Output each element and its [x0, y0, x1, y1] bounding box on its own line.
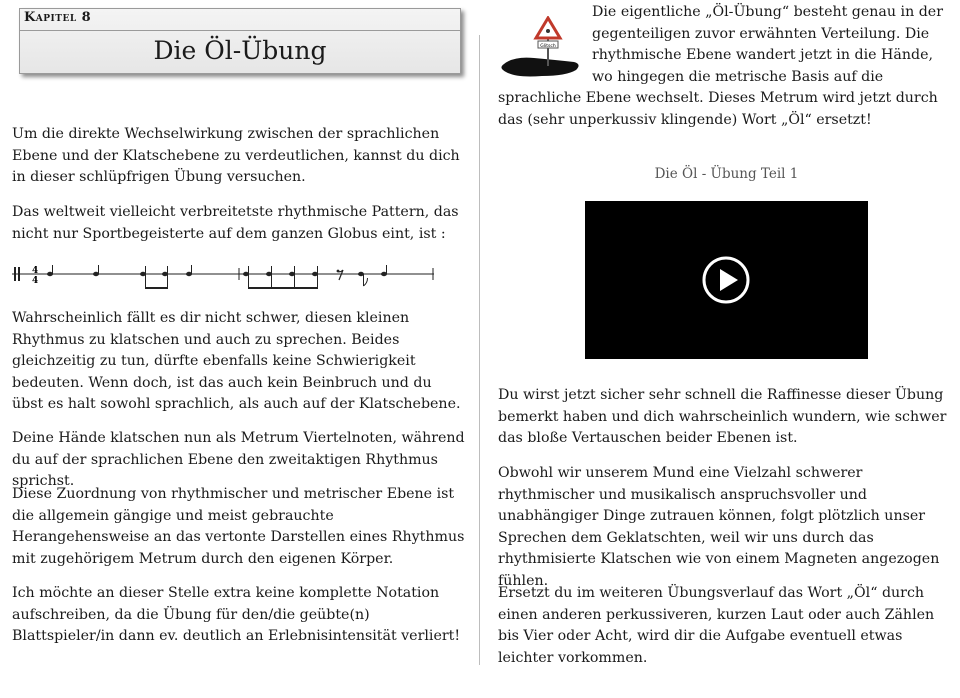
right-intro-text: Die eigentliche „Öl-Übung“ besteht genau in der gegenteiligen zuvor erwähnten Verteilung. Die rhythmische Ebene wandert jetzt in die Hände, wo hingegen die metrische Basis auf die sprachliche Ebene wechselt. Dieses Metrum wird jetzt durch das (sehr unperkussiv klingende) Wort „Öl“ ersetzt!	[498, 4, 943, 128]
chapter-label: Kapitel 8	[24, 10, 92, 25]
note	[186, 265, 192, 276]
note	[381, 265, 387, 276]
video-player[interactable]	[585, 201, 868, 359]
left-paragraph-6: Ich möchte an dieser Stelle extra keine komplette Notation aufschreiben, da die Übung für den/die geübte(n) Blattspieler/in dann ev. deutlich an Erlebnisintensität verliert!	[12, 585, 461, 644]
right-paragraph-3: Obwohl wir unserem Mund eine Vielzahl schwerer rhythmischer und musikalisch anspruchsvoller und unabhängiger Dinge zutrauen können, folgt plötzlich unser Sprechen dem Geklatschten, weil wir uns durch das rhythmisierte Klatschen wie von einem Magneten angezogen fühlen.	[498, 465, 940, 589]
rhythm-notation	[12, 262, 437, 292]
video-title: Die Öl - Übung Teil 1	[654, 166, 799, 182]
left-paragraph-4: Deine Hände klatschen nun als Metrum Viertelnoten, während du auf der sprachlichen Ebene den zweitaktigen Rhythmus sprichst.	[12, 430, 465, 489]
left-paragraph-3: Wahrscheinlich fällt es dir nicht schwer, diesen kleinen Rhythmus zu klatschen und auch zu sprechen. Beides gleichzeitig zu tun, dürfte ebenfalls keine Schwierigkeit bedeuten. Wenn doch, ist das auch kein Beinbruch und du übst es halt sowohl sprachlich, als auch auf der Klatschebene.	[12, 310, 461, 412]
left-paragraph-2: Das weltweit vielleicht verbreitetste rhythmische Pattern, das nicht nur Sportbegeisterte auf dem ganzen Globus eint, ist :	[12, 204, 459, 242]
right-intro-paragraph	[498, 2, 950, 131]
chapter-header	[19, 8, 461, 74]
left-paragraph-1: Um die direkte Wechselwirkung zwischen der sprachlichen Ebene und der Klatschebene zu verdeutlichen, kannst du dich in dieser schlüpfrigen Übung versuchen.	[12, 126, 460, 185]
note	[47, 265, 53, 276]
column-divider	[479, 35, 480, 665]
time-signature-top: 4	[32, 266, 39, 276]
note	[93, 265, 99, 276]
right-paragraph-2: Du wirst jetzt sicher sehr schnell die Raffinesse dieser Übung bemerkt haben und dich wahrscheinlich wundern, wie schwer das bloße Vertauschen beider Ebenen ist.	[498, 387, 947, 446]
left-paragraph-5: Diese Zuordnung von rhythmischer und metrischer Ebene ist die allgemein gängige und meist gebrauchte Herangehensweise an das vertonte Darstellen eines Rhythmus mit zugehörigem Metrum durch den eigenen Körper.	[12, 486, 465, 567]
time-signature-bottom: 4	[32, 276, 39, 286]
play-icon[interactable]	[702, 256, 750, 304]
icon-float-spacer	[498, 2, 592, 88]
eighth-pair	[140, 266, 168, 288]
right-paragraph-4: Ersetzt du im weiteren Übungsverlauf das Wort „Öl“ durch einen anderen perkussiveren, kurzen Laut oder auch Zählen bis Vier oder Acht, wird dir die Aufgabe eventuell etwas leichter vorkommen.	[498, 585, 935, 666]
chapter-rule	[20, 30, 460, 31]
sign-text: Glitsch	[540, 44, 556, 49]
chapter-title: Die Öl-Übung	[153, 36, 327, 65]
eighth-rest	[337, 270, 343, 280]
eighth-group	[243, 266, 318, 288]
